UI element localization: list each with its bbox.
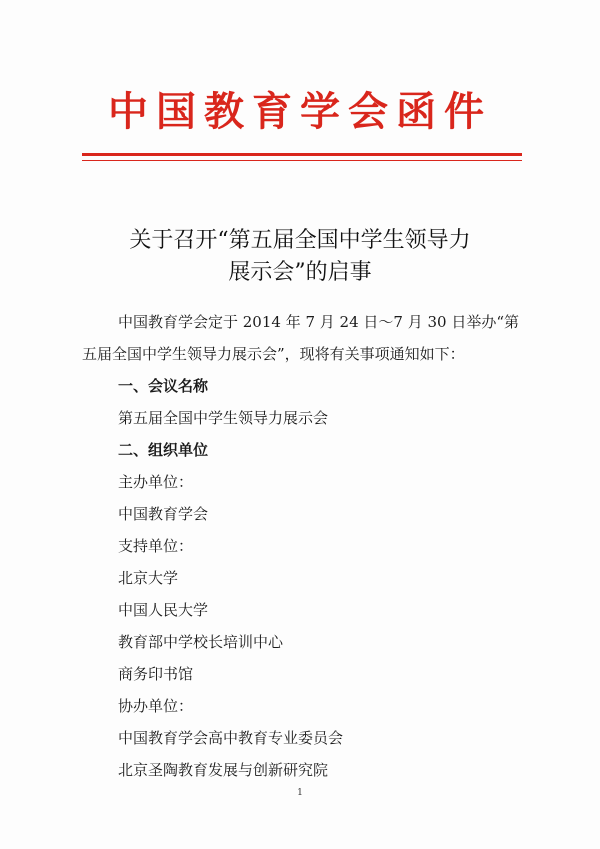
section-1-text: 第五届全国中学生领导力展示会 [118,409,329,427]
notice-title-line-2: 展示会”的启事 [228,260,372,285]
co-organizer-1: 中国教育学会高中教育专业委员会 [118,729,344,747]
notice-title-line-1: 关于召开“第五届全国中学生领导力 [129,228,471,253]
host-organization: 中国教育学会 [118,505,209,523]
page-number: 1 [297,788,303,798]
intro-paragraph-line-1: 中国教育学会定于 2014 年 7 月 24 日～7 月 30 日举办“第 [118,313,520,331]
support-organization-3: 教育部中学校长培训中心 [118,633,284,651]
co-organizer-label: 协办单位： [118,697,194,715]
letterhead-thick-rule [82,153,522,156]
support-label: 支持单位： [118,537,194,555]
support-organization-1: 北京大学 [118,569,179,587]
letterhead-thin-rule [82,160,522,161]
host-label: 主办单位： [118,473,194,491]
support-organization-4: 商务印书馆 [118,665,194,683]
section-2-heading: 二、组织单位 [118,441,209,459]
co-organizer-2: 北京圣陶教育发展与创新研究院 [118,761,329,779]
support-organization-2: 中国人民大学 [118,601,209,619]
intro-paragraph-line-2: 五届全国中学生领导力展示会”，现将有关事项通知如下： [82,345,465,363]
letterhead-title: 中国教育学会函件 [108,88,492,135]
section-1-heading: 一、会议名称 [118,377,209,395]
